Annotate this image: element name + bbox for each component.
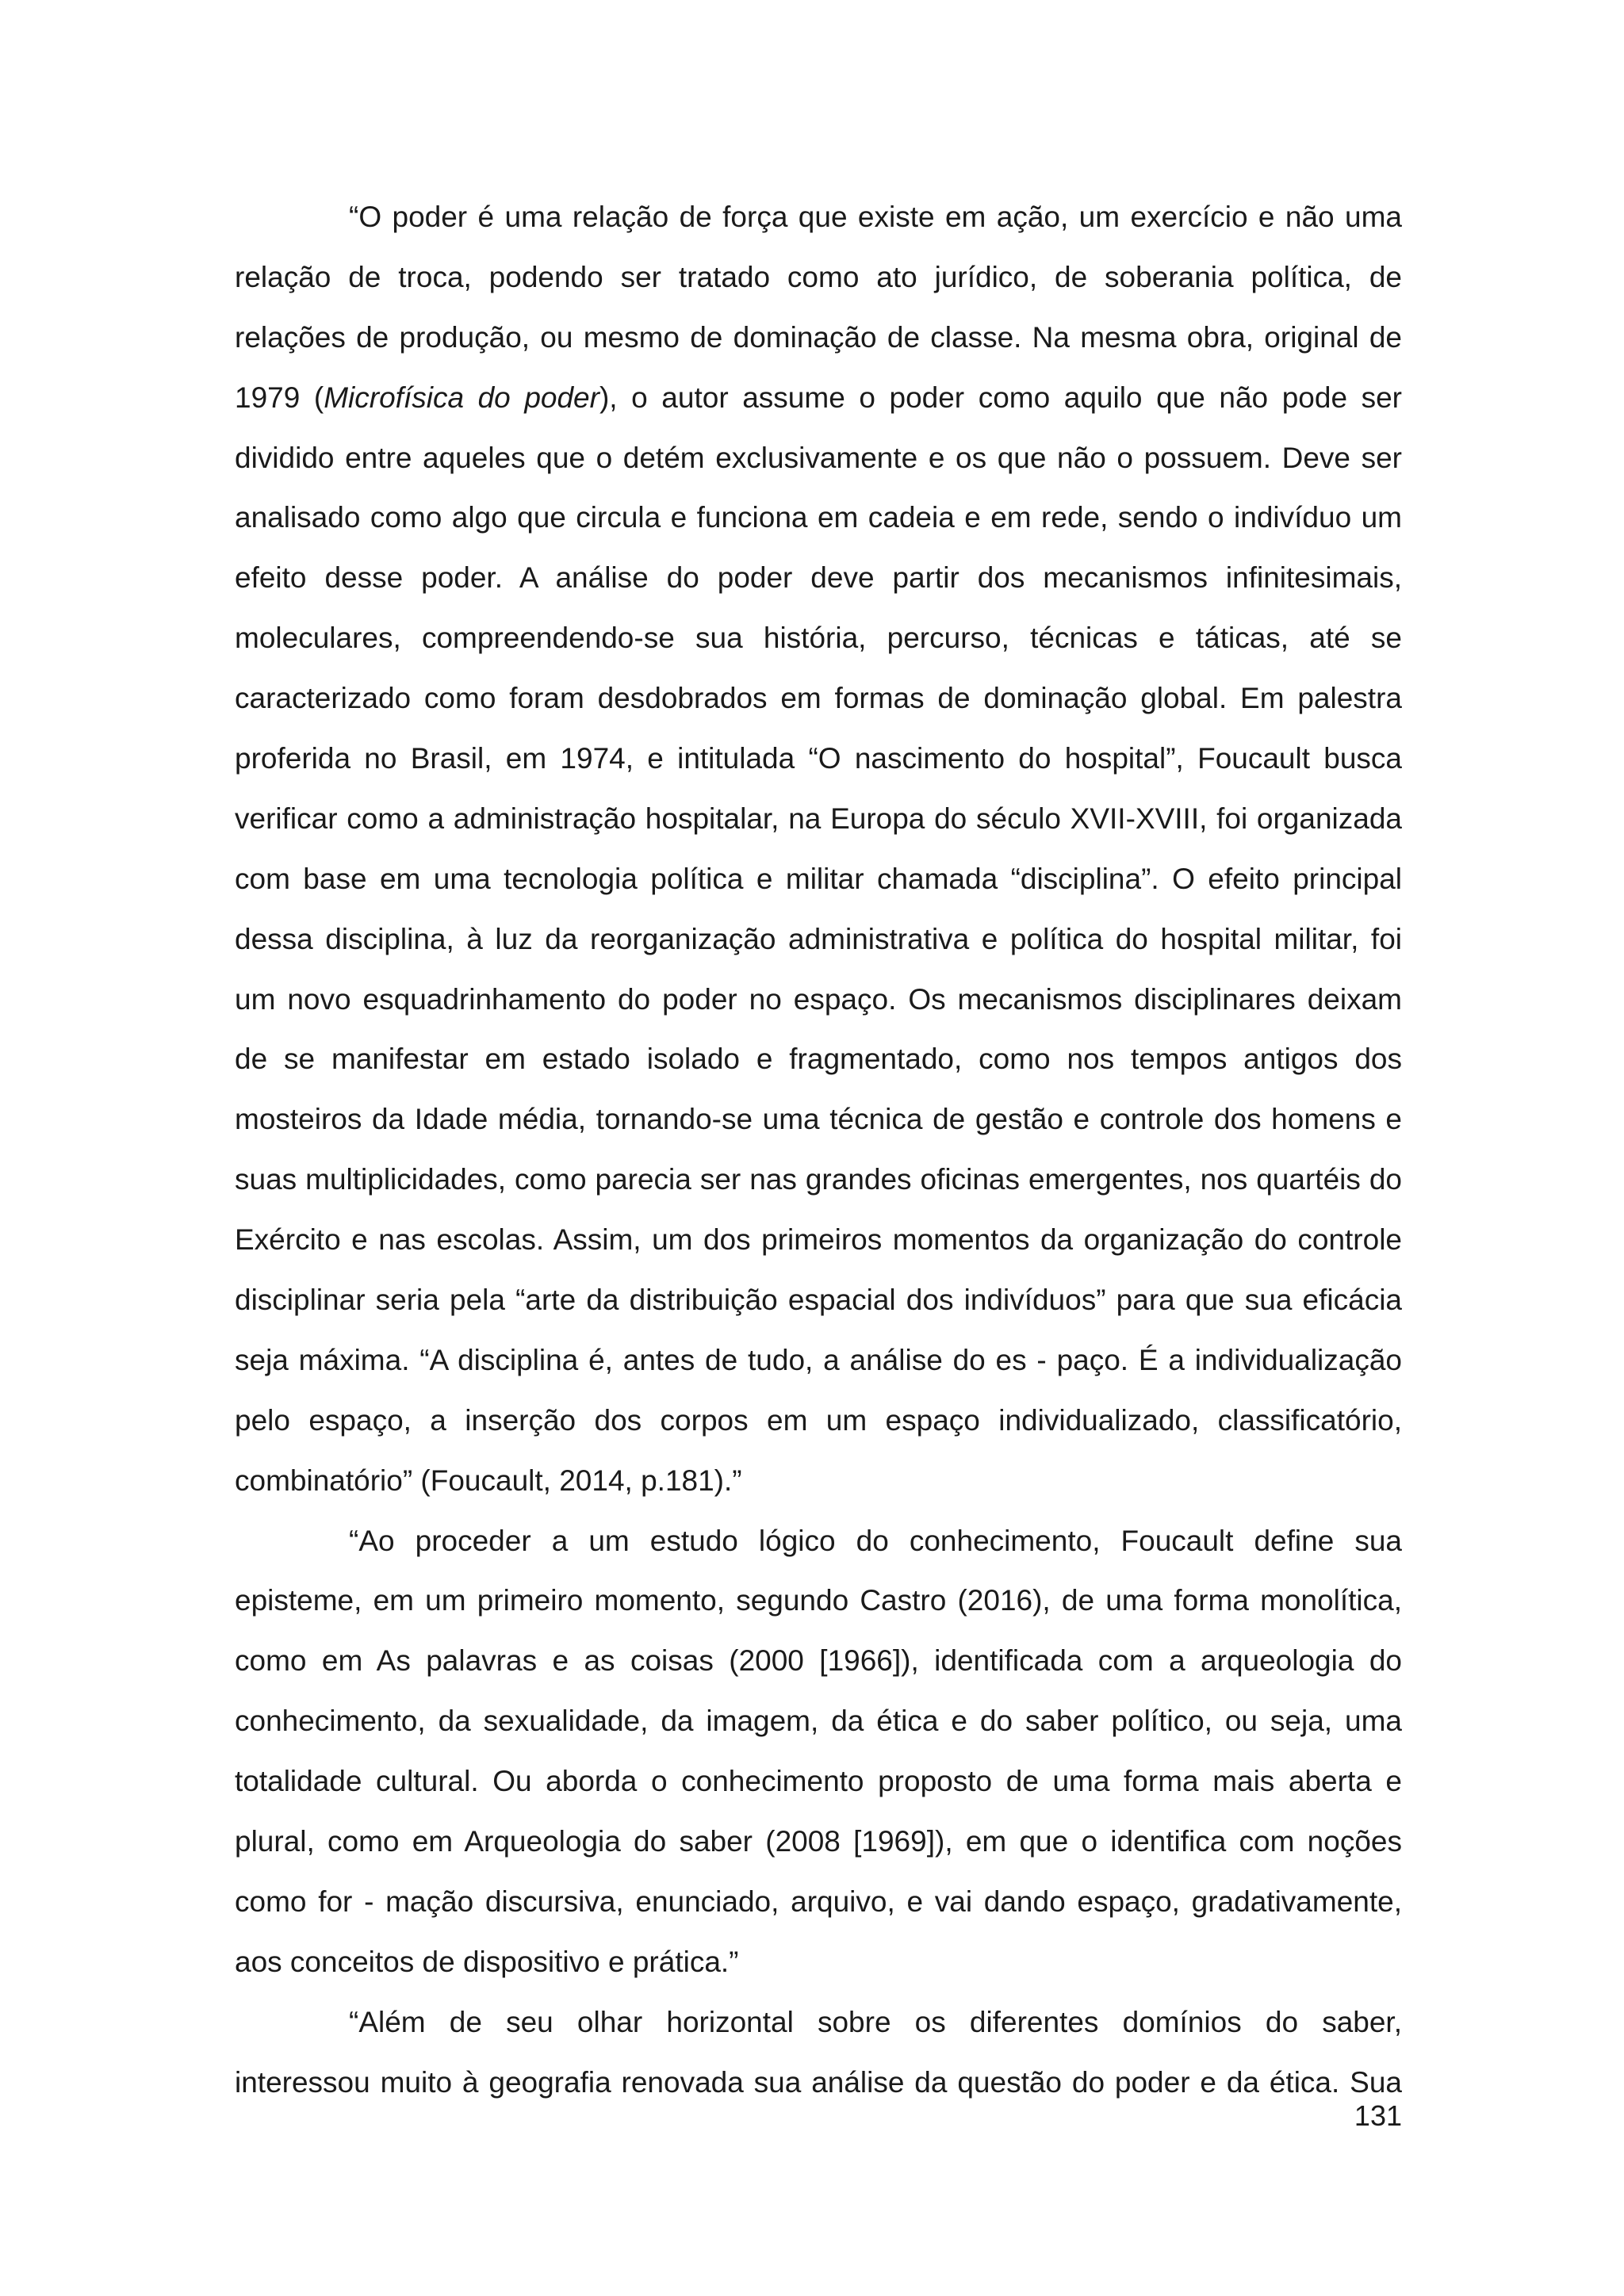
text-line: combinatório” (Foucault, 2014, p.181).” bbox=[235, 1464, 742, 1497]
text-line: relações de produção, ou mesmo de dominação de classe. Na mesma obra, original de bbox=[235, 320, 1402, 354]
text-line: caracterizado como foram desdobrados em formas de dominação global. Em palestra bbox=[235, 682, 1402, 715]
text-line: relação de troca, podendo ser tratado como ato jurídico, de soberania política, de bbox=[235, 260, 1402, 293]
text-line-with-italic: 1979 (Microfísica do poder), o autor assume o poder como aquilo que não pode ser bbox=[235, 381, 1402, 414]
text-line: “O poder é uma relação de força que existe em ação, um exercício e não uma bbox=[349, 201, 1402, 233]
text-line: “Além de seu olhar horizontal sobre os diferentes domínios do saber, bbox=[349, 2005, 1402, 2038]
text-line: mosteiros da Idade média, tornando-se uma técnica de gestão e controle dos homens e bbox=[235, 1103, 1402, 1136]
page-number: 131 bbox=[1354, 2099, 1402, 2132]
text-line: disciplinar seria pela “arte da distribuição espacial dos indivíduos” para que sua eficácia bbox=[235, 1284, 1402, 1317]
text-line: Exército e nas escolas. Assim, um dos primeiros momentos da organização do controle bbox=[235, 1223, 1402, 1257]
text-line: plural, como em Arqueologia do saber (2008 [1969]), em que o identifica com noções bbox=[235, 1825, 1402, 1858]
text-line: “Ao proceder a um estudo lógico do conhecimento, Foucault define sua bbox=[349, 1524, 1402, 1557]
text-line: interessou muito à geografia renovada sua análise da questão do poder e da ética. Sua bbox=[235, 2065, 1402, 2099]
text-line: como for - mação discursiva, enunciado, arquivo, e vai dando espaço, gradativamente, bbox=[235, 1885, 1402, 1918]
text-line: verificar como a administração hospitalar, na Europa do século XVII-XVIII, foi organizada bbox=[235, 802, 1402, 835]
text-line: analisado como algo que circula e funciona em cadeia e em rede, sendo o indivíduo um bbox=[235, 501, 1402, 534]
text-line: totalidade cultural. Ou aborda o conhecimento proposto de uma forma mais aberta e bbox=[235, 1765, 1402, 1798]
text-line: dividido entre aqueles que o detém exclusivamente e os que não o possuem. Deve ser bbox=[235, 441, 1402, 474]
text-line: como em As palavras e as coisas (2000 [1966]), identificada com a arqueologia do bbox=[235, 1644, 1402, 1678]
paragraph-geography bbox=[235, 1992, 1402, 2113]
text-line: moleculares, compreendendo-se sua história, percurso, técnicas e táticas, até se bbox=[235, 622, 1402, 655]
text-line: um novo esquadrinhamento do poder no espaço. Os mecanismos disciplinares deixam bbox=[235, 982, 1402, 1016]
text-line: efeito desse poder. A análise do poder deve partir dos mecanismos infinitesimais, bbox=[235, 561, 1402, 595]
text-line: seja máxima. “A disciplina é, antes de tudo, a análise do es - paço. É a individualização bbox=[235, 1343, 1402, 1376]
paragraph-episteme bbox=[235, 1511, 1402, 1992]
text-line: dessa disciplina, à luz da reorganização administrativa e política do hospital militar, foi bbox=[235, 922, 1402, 955]
text-line: suas multiplicidades, como parecia ser nas grandes oficinas emergentes, nos quartéis do bbox=[235, 1163, 1402, 1196]
text-line: pelo espaço, a inserção dos corpos em um espaço individualizado, classificatório, bbox=[235, 1403, 1402, 1437]
body-text bbox=[235, 187, 1402, 2113]
book-title: Microfísica do poder bbox=[324, 381, 599, 414]
text-line: aos conceitos de dispositivo e prática.” bbox=[235, 1945, 739, 1978]
text-line: conhecimento, da sexualidade, da imagem, da ética e do saber político, ou seja, uma bbox=[235, 1705, 1402, 1738]
paragraph-power bbox=[235, 187, 1402, 1511]
text-line: episteme, em um primeiro momento, segundo Castro (2016), de uma forma monolítica, bbox=[235, 1584, 1402, 1617]
text-line: com base em uma tecnologia política e militar chamada “disciplina”. O efeito principal bbox=[235, 862, 1402, 895]
text-line: de se manifestar em estado isolado e fragmentado, como nos tempos antigos dos bbox=[235, 1043, 1402, 1076]
text-line: proferida no Brasil, em 1974, e intitulada “O nascimento do hospital”, Foucault busca bbox=[235, 742, 1402, 775]
